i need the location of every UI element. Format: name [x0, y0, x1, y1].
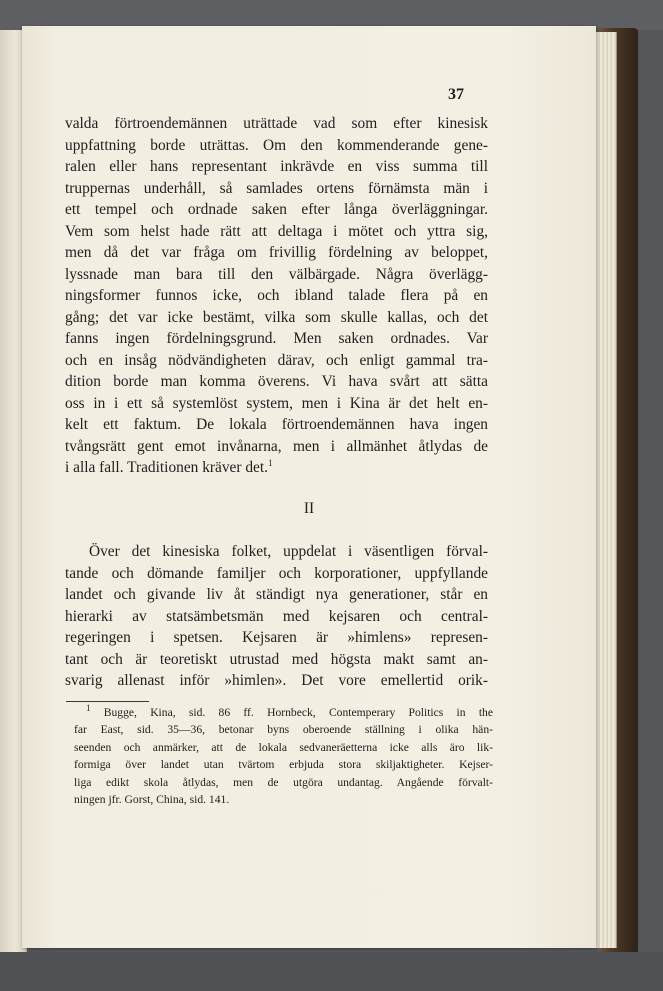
body-line-last: [65, 457, 488, 479]
body-line: Vem som helst hade rätt att deltaga i mötet och yttra sig,: [65, 222, 488, 240]
section-line: tant och är teoretiskt utrustad med högsta makt samt an-: [65, 650, 488, 668]
body-line: och en insåg nödvändigheten därav, och enligt gammal tra-: [65, 351, 488, 369]
footnote-line: far East, sid. 35—36, betonar byns oberoende ställning i olika hän-: [74, 723, 493, 737]
footnote-separator: [66, 701, 149, 702]
body-line: fanns ingen fördelningsgrund. Men saken ordnades. Var: [65, 330, 488, 347]
section-line: svarig allenast inför »himlen». Det vore emellertid orik-: [65, 672, 488, 689]
body-line: tvångsrätt gent emot invånarna, men i allmänhet åtlydas de: [65, 437, 488, 455]
body-line: oss in i ett så systemlöst system, men i Kina är det helt en-: [65, 394, 488, 412]
footnote-line: liga edikt skola åtlydas, men de utgöra undantag. Angående förvalt-: [74, 775, 493, 789]
body-line: ningsformer funnos icke, och ibland talade flera på en: [65, 287, 488, 304]
body-paragraph: [65, 113, 488, 479]
section-line: Över det kinesiska folket, uppdelat i väsentligen förval-: [89, 543, 488, 560]
body-line: truppernas underhåll, så samlades ortens förnämsta män i: [65, 179, 488, 197]
body-line: dition borde man komma överens. Vi hava svårt att sätta: [65, 373, 488, 390]
body-line: ett tempel och ordnade saken efter långa överläggningar.: [65, 201, 488, 218]
body-line: valda förtroendemännen uträttade vad som efter kinesisk: [65, 115, 488, 132]
body-line: lyssnade man bara till den välbärgade. Några överlägg-: [65, 265, 488, 283]
footnote: [74, 704, 493, 808]
book-page: [22, 26, 596, 948]
section-paragraph: [65, 541, 488, 692]
body-line: men då det var fråga om frivillig fördelning av beloppet,: [65, 244, 488, 261]
section-heading: II: [303, 500, 315, 517]
footnote-marker: 1: [86, 703, 91, 714]
footnote-line: [74, 704, 493, 721]
body-line-text: i alla fall. Traditionen kräver det.: [65, 459, 269, 476]
background-bottom: [0, 952, 663, 991]
body-line: kelt ett faktum. De lokala förtroendemännen hava ingen: [65, 416, 488, 433]
section-line: regeringen i spetsen. Kejsaren är »himlens» represen-: [65, 629, 488, 646]
body-line: gång; det var icke bestämt, vilka som skulle kallas, och det: [65, 308, 488, 326]
footnote-line: formiga över landet utan tvärtom erbjuda stora skiljaktigheter. Kejser-: [74, 758, 493, 772]
page-number: 37: [448, 86, 464, 103]
footnote-line: ningen jfr. Gorst, China, sid. 141.: [74, 793, 230, 807]
footnote-line-text: Bugge, Kina, sid. 86 ff. Hornbeck, Contemperary Politics in the: [103, 706, 493, 719]
footnote-reference: 1: [268, 457, 273, 468]
body-line: ralen eller hans representant inkrävde en viss summa till: [65, 158, 488, 175]
section-line: tande och dömande familjer och korporationer, uppfyllande: [65, 564, 488, 582]
body-line: uppfattning borde uträttas. Om den kommenderande gene-: [65, 136, 488, 154]
section-line: landet och givande liv åt ständigt nya generationer, står en: [65, 586, 488, 603]
section-line: hierarki av statsämbetsmän med kejsaren och central-: [65, 607, 488, 625]
footnote-line: seenden och anmärker, att de lokala sedvaneräetterna icke alls äro lik-: [74, 740, 493, 754]
